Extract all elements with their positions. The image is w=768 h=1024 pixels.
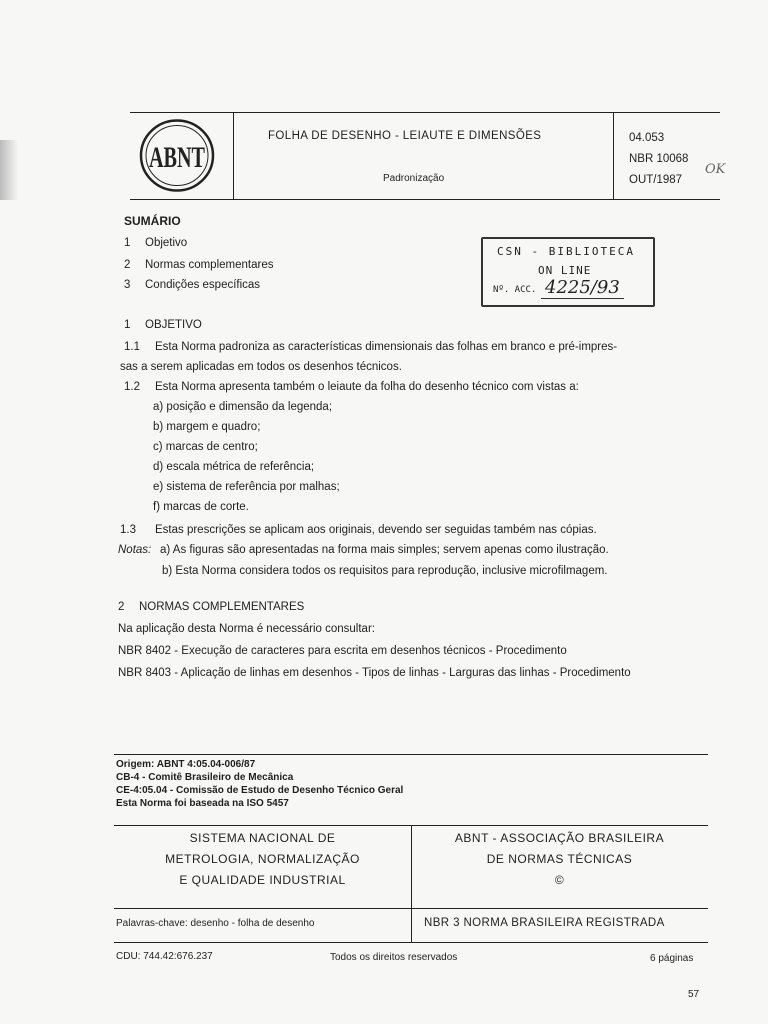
summary-heading: SUMÁRIO	[124, 214, 181, 228]
rights-notice: Todos os direitos reservados	[330, 952, 458, 963]
reference-nbr-8402: NBR 8402 - Execução de caracteres para escrita em desenhos técnicos - Procedimento	[118, 645, 567, 657]
paragraph-1-1-line-1: Esta Norma padroniza as características dimensionais das folhas em branco e pré-impres-	[155, 341, 618, 353]
origin-line: CE-4:05.04 - Comissão de Estudo de Desenho Técnico Geral	[116, 785, 404, 796]
origin-top-rule	[114, 754, 708, 755]
cdu-code: CDU: 744.42:676.237	[116, 951, 213, 962]
code-nbr: NBR 10068	[629, 153, 689, 165]
document-title: FOLHA DE DESENHO - LEIAUTE E DIMENSÕES	[268, 130, 542, 142]
paragraph-1-2-number: 1.2	[124, 381, 140, 393]
notes-label: Notas:	[118, 544, 152, 556]
note-a: a) As figuras são apresentadas na forma mais simples; servem apenas como ilustração.	[160, 544, 609, 556]
sinmetro-line: METROLOGIA, NORMALIZAÇÃO	[165, 852, 360, 866]
abnt-logo	[138, 118, 216, 193]
document-subtitle: Padronização	[383, 173, 445, 184]
list-item: e) sistema de referência por malhas;	[153, 481, 340, 493]
footer-bottom-rule	[114, 942, 708, 943]
section-2-intro: Na aplicação desta Norma é necessário consultar:	[118, 623, 375, 635]
section-2-number: 2	[118, 601, 125, 613]
sinmetro-line: E QUALIDADE INDUSTRIAL	[179, 873, 346, 887]
section-2-heading: NORMAS COMPLEMENTARES	[139, 601, 305, 613]
header-divider-left	[233, 112, 234, 199]
list-item: f) marcas de corte.	[153, 501, 249, 513]
stamp-line-2: ON LINE	[538, 264, 592, 277]
copyright-symbol: ©	[554, 873, 565, 887]
paragraph-1-1-number: 1.1	[124, 341, 140, 353]
abnt-association-block	[411, 828, 708, 891]
page-number: 57	[688, 989, 700, 1000]
summary-item-label: Condições específicas	[145, 279, 261, 291]
list-item: c) marcas de centro;	[153, 441, 258, 453]
list-item: a) posição e dimensão da legenda;	[153, 401, 333, 413]
page-count: 6 páginas	[650, 953, 694, 964]
header-divider-right	[613, 112, 614, 199]
sinmetro-block	[114, 828, 411, 891]
reference-nbr-8403: NBR 8403 - Aplicação de linhas em desenhos - Tipos de linhas - Larguras das linhas - Procedimento	[118, 667, 631, 679]
scan-edge-shadow	[0, 140, 18, 200]
note-b: b) Esta Norma considera todos os requisitos para reprodução, inclusive microfilmagem.	[162, 565, 608, 577]
paragraph-1-1-line-2: sas a serem aplicadas em todos os desenhos técnicos.	[120, 361, 402, 373]
library-stamp	[481, 237, 655, 307]
header-bottom-rule	[130, 199, 720, 200]
sinmetro-line: SISTEMA NACIONAL DE	[189, 831, 336, 845]
summary-item-label: Normas complementares	[145, 259, 274, 271]
origin-line: Origem: ABNT 4:05.04-006/87	[116, 759, 256, 770]
summary-item	[124, 278, 261, 292]
logo-text: ABNT	[149, 141, 205, 174]
code-classification: 04.053	[629, 132, 665, 144]
summary-item-number: 2	[124, 259, 131, 271]
paragraph-1-3-text: Estas prescrições se aplicam aos originais, devendo ser seguidas também nas cópias.	[155, 524, 597, 536]
paragraph-1-2-text: Esta Norma apresenta também o leiaute da folha do desenho técnico com vistas a:	[155, 381, 579, 393]
stamp-number-value: 4225/93	[541, 277, 624, 299]
list-item: b) margem e quadro;	[153, 421, 261, 433]
handwritten-note: OK	[705, 162, 726, 177]
abnt-association-line: ABNT - ASSOCIAÇÃO BRASILEIRA	[454, 831, 665, 845]
section-1-number: 1	[124, 319, 131, 331]
origin-line: Esta Norma foi baseada na ISO 5457	[116, 798, 289, 809]
stamp-number-label: Nº. ACC.	[493, 285, 537, 295]
document-date: OUT/1987	[629, 174, 683, 186]
stamp-line-1: CSN - BIBLIOTECA	[497, 245, 635, 258]
origin-line: CB-4 - Comitê Brasileiro de Mecânica	[116, 772, 294, 783]
keywords: Palavras-chave: desenho - folha de desenho	[116, 918, 315, 929]
registered-standard: NBR 3 NORMA BRASILEIRA REGISTRADA	[424, 917, 665, 929]
summary-item-number: 1	[124, 237, 131, 249]
summary-item-label: Objetivo	[145, 237, 188, 249]
paragraph-1-3-number: 1.3	[120, 524, 136, 536]
summary-item	[124, 258, 274, 272]
header-top-rule	[130, 112, 720, 113]
summary-item	[124, 236, 188, 250]
summary-item-number: 3	[124, 279, 131, 291]
section-1-heading: OBJETIVO	[145, 319, 202, 331]
abnt-association-line: DE NORMAS TÉCNICAS	[486, 852, 633, 866]
list-item: d) escala métrica de referência;	[153, 461, 315, 473]
